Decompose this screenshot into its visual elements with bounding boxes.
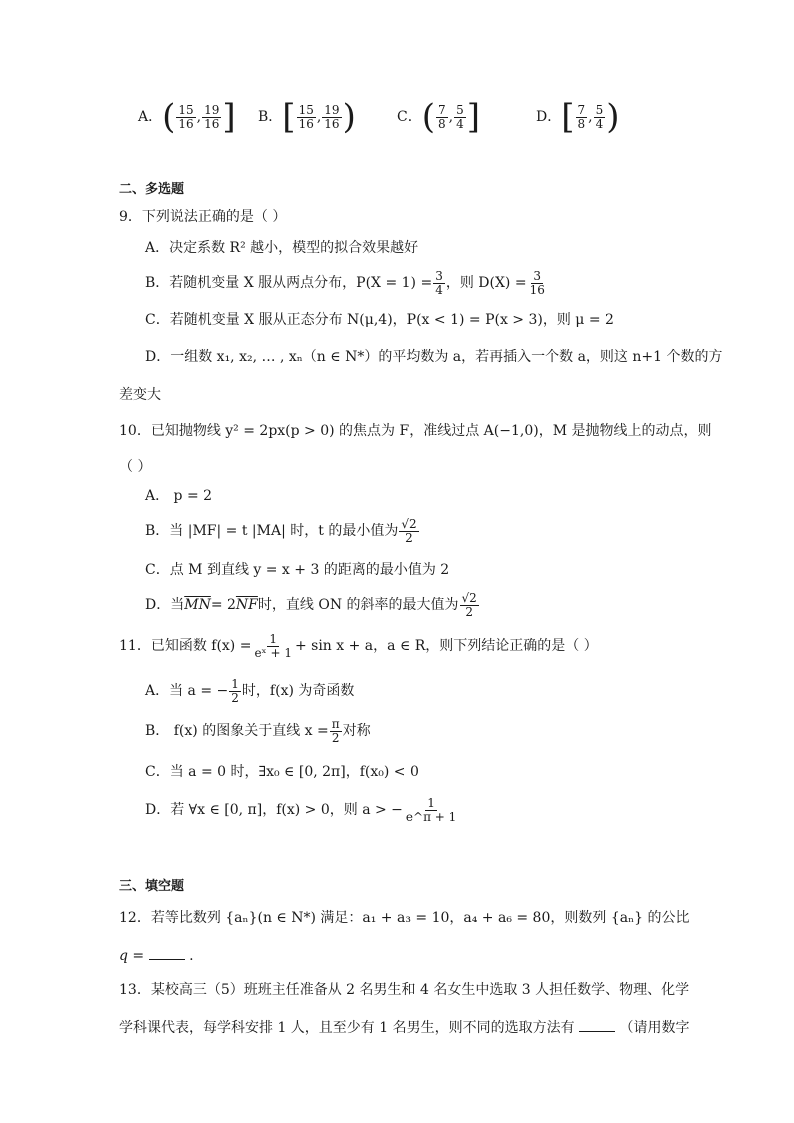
fraction: $\frac{\pi}{2}$: [331, 717, 340, 745]
q9-option-d-line1: D．一组数 x₁, x₂, … , xₙ（n ∈ N*）的平均数为 a，若再插入一个数 a，则这 n+1 个数的方: [145, 349, 723, 365]
vector-mn: $\overline{MN}$: [184, 597, 211, 614]
q11-option-b: B． f(x) 的图象关于直线 x = $\frac{\pi}{2}$ 对称: [145, 717, 371, 745]
fraction: $\frac{15}{16}$: [178, 102, 194, 131]
fraction: $\frac{3}{16}$: [529, 269, 545, 297]
fraction: $\frac{1}{e\^{}\pi + 1}$: [405, 796, 457, 824]
fraction: $\frac{7}{8}$: [577, 102, 586, 131]
vector-nf: $\overline{NF}$: [235, 597, 258, 614]
q10-stem-line1: 10．已知抛物线 y² = 2px(p > 0) 的焦点为 F，准线过点 A(−1,0)，M 是抛物线上的动点，则: [119, 423, 712, 439]
q9-option-b: B．若随机变量 X 服从两点分布，P(X = 1) = $\frac{3}{4}$ ，则 D(X) = $\frac{3}{16}$: [145, 269, 545, 297]
q9-option-a: A．决定系数 R² 越小，模型的拟合效果越好: [145, 240, 419, 256]
q9-option-c: C．若随机变量 X 服从正态分布 N(μ,4)，P(x < 1) = P(x > 3)，则 μ = 2: [145, 312, 614, 328]
fraction: $\frac{19}{16}$: [204, 102, 220, 131]
q9-stem: 9．下列说法正确的是（ ）: [119, 209, 287, 225]
q8-option-a: A． ( $\frac{15}{16}$ , $\frac{19}{16}$ ]: [138, 97, 236, 137]
fraction: $\frac{√2}{2}$: [401, 517, 417, 545]
fraction: $\frac{5}{4}$: [595, 102, 604, 131]
fraction: $\frac{7}{8}$: [437, 102, 446, 131]
q13-line1: 13．某校高三（5）班班主任准备从 2 名男生和 4 名女生中选取 3 人担任数学、物理、化学: [119, 982, 690, 998]
q11-option-c: C．当 a = 0 时，∃x₀ ∈ [0, 2π]，f(x₀) < 0: [145, 764, 419, 780]
q10-option-b: B．当 |MF| = t |MA| 时，t 的最小值为 $\frac{√2}{2}$: [145, 517, 417, 545]
q10-stem-line2: （ ）: [119, 459, 152, 475]
q11-stem: 11．已知函数 f(x) = $\frac{1}{\text{eˣ + 1}}$ + sin x + a，a ∈ R，则下列结论正确的是（ ）: [119, 632, 598, 660]
fraction: $\frac{1}{2}$: [231, 677, 239, 705]
fraction: $\frac{19}{16}$: [324, 102, 340, 131]
fraction: $\frac{√2}{2}$: [461, 591, 477, 619]
q8-option-d: D． [ $\frac{7}{8}$ , $\frac{5}{4}$ ): [536, 97, 620, 137]
q11-option-d: D．若 ∀x ∈ [0, π]，f(x) > 0，则 a > − $\frac{1}{e\^{}\pi + 1}$: [145, 796, 457, 824]
q10-option-c: C．点 M 到直线 y = x + 3 的距离的最小值为 2: [145, 562, 450, 578]
q8-option-c: C． ( $\frac{7}{8}$ , $\frac{5}{4}$ ]: [397, 97, 480, 137]
fraction: $\frac{1}{\text{eˣ + 1}}$: [254, 632, 292, 660]
q13-line2: 学科课代表，每学科安排 1 人，且至少有 1 名男生，则不同的选取方法有 （请用数字: [119, 1020, 690, 1036]
q12-line1: 12．若等比数列 {aₙ}(n ∈ N*) 满足：a₁ + a₃ = 10，a₄ + a₆ = 80，则数列 {aₙ} 的公比: [119, 910, 690, 926]
q10-option-d: D．当 $\overline{MN}$ = 2 $\overline{NF}$ 时，直线 ON 的斜率的最大值为 $\frac{√2}{2}$: [145, 591, 477, 619]
section-title-fill-blank: 三、填空题: [119, 879, 185, 894]
q12-line2: q = .: [119, 948, 194, 964]
q9-option-d-line2: 差变大: [119, 387, 161, 403]
section-title-multiple-choice: 二、多选题: [119, 182, 185, 197]
fraction: $\frac{3}{4}$: [435, 269, 443, 297]
fraction: $\frac{5}{4}$: [456, 102, 464, 131]
fraction: $\frac{15}{16}$: [298, 102, 314, 131]
q11-option-a: A．当 a = − $\frac{1}{2}$ 时，f(x) 为奇函数: [145, 677, 355, 705]
q8-option-b: B． [ $\frac{15}{16}$ , $\frac{19}{16}$ ): [258, 97, 356, 137]
q10-option-a: A． p = 2: [145, 488, 213, 504]
answer-blank[interactable]: [579, 1019, 615, 1032]
answer-blank[interactable]: [149, 947, 185, 960]
